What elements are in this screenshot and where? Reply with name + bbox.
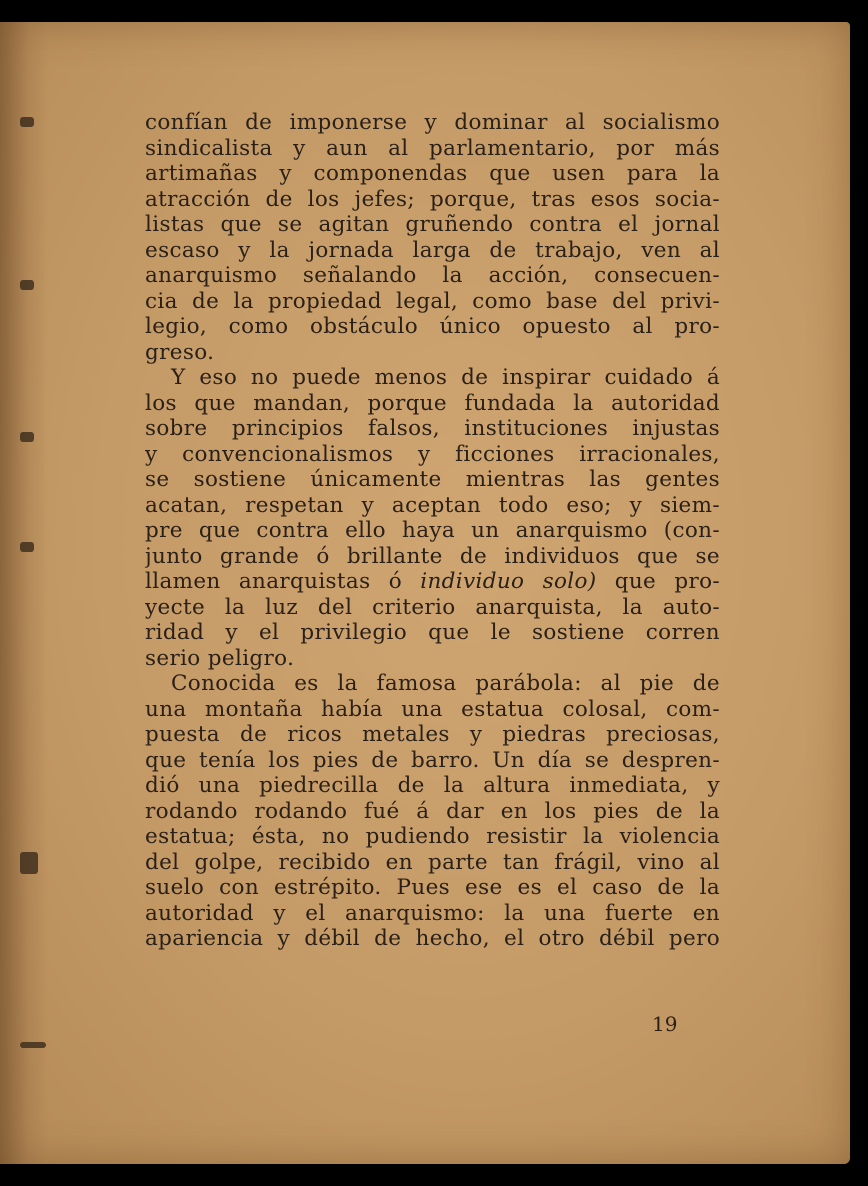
text-line: autoridad y el anarquismo: la una fuerte en [145, 900, 720, 926]
text-line: confían de imponerse y dominar al socialismo [145, 110, 720, 135]
text-line: serio peligro. [145, 645, 295, 671]
text-line: cia de la propiedad legal, como base del privi- [145, 288, 720, 314]
text-line: Conocida es la famosa parábola: al pie de [171, 671, 720, 696]
text-line: y convencionalismos y ficciones irracionales, [145, 441, 720, 467]
page-binding [0, 22, 48, 1164]
binding-stitch [20, 117, 34, 127]
text-line: legio, como obstáculo único opuesto al pro- [145, 314, 720, 339]
text-line: escaso y la jornada larga de trabajo, ven al [145, 237, 720, 263]
binding-stitch [20, 432, 34, 442]
text-segment: que pro- [614, 569, 720, 594]
text-line: apariencia y débil de hecho, el otro débil pero [145, 926, 720, 951]
text-line: estatua; ésta, no pudiendo resistir la violencia [145, 824, 720, 849]
text-line: los que mandan, porque fundada la autoridad [145, 390, 720, 416]
text-line: puesta de ricos metales y piedras preciosas, [145, 722, 720, 747]
text-line: del golpe, recibido en parte tan frágil, vino al [145, 849, 720, 875]
text-line: rodando rodando fué á dar en los pies de la [145, 798, 720, 824]
text-line: dió una piedrecilla de la altura inmediata, y [145, 773, 720, 798]
binding-stitch [20, 280, 34, 290]
binding-stitch [20, 542, 34, 552]
text-line-mixed [145, 569, 720, 595]
italic-segment: individuo solo) [420, 569, 597, 594]
text-line: listas que se agitan gruñendo contra el jornal [145, 212, 720, 237]
text-line: suelo con estrépito. Pues ese es el caso de la [145, 875, 720, 900]
text-line: sindicalista y aun al parlamentario, por más [145, 135, 720, 161]
text-line: artimañas y componendas que usen para la [145, 161, 720, 186]
text-line: que tenía los pies de barro. Un día se despren- [145, 747, 720, 773]
page-number: 19 [652, 1012, 678, 1036]
text-line: ridad y el privilegio que le sostiene corren [145, 620, 720, 645]
text-line: sobre principios falsos, instituciones injustas [145, 416, 720, 441]
text-line: atracción de los jefes; porque, tras esos socia- [145, 186, 720, 212]
body-text [145, 110, 720, 952]
text-line: pre que contra ello haya un anarquismo (con- [145, 518, 720, 543]
text-line: anarquismo señalando la acción, consecuen- [145, 263, 720, 288]
text-line: una montaña había una estatua colosal, com- [145, 696, 720, 722]
text-line: acatan, respetan y aceptan todo eso; y siem- [145, 492, 720, 518]
text-line: junto grande ó brillante de individuos que se [145, 543, 720, 569]
binding-stitch [20, 1042, 46, 1048]
text-line: greso. [145, 339, 215, 365]
text-line: yecte la luz del criterio anarquista, la auto- [145, 594, 720, 620]
text-line: Y eso no puede menos de inspirar cuidado á [171, 365, 720, 390]
text-line: se sostiene únicamente mientras las gentes [145, 467, 720, 492]
binding-stitch [20, 852, 38, 874]
text-segment: llamen anarquistas ó [145, 569, 403, 594]
